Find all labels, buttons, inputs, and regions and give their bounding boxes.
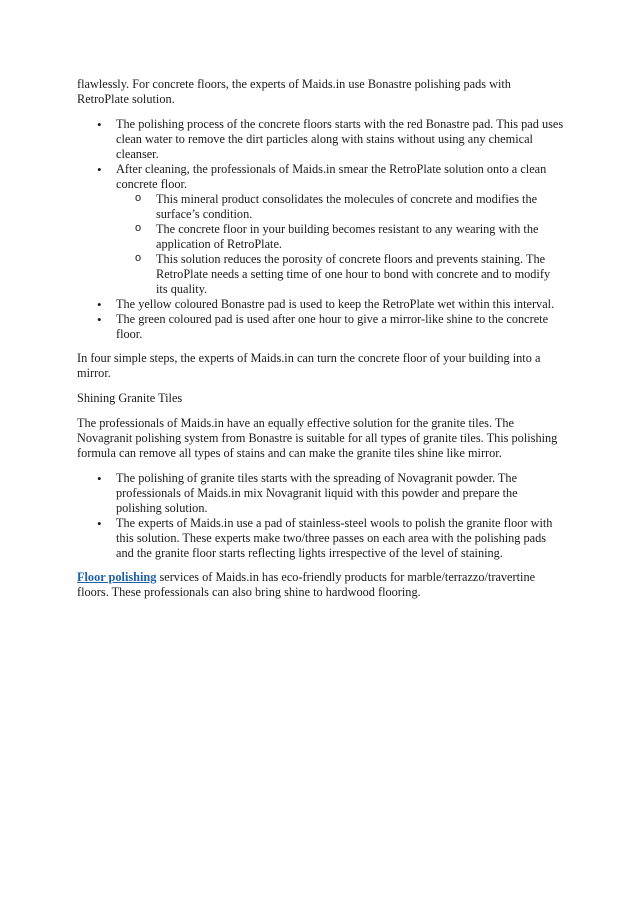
intro-paragraph: flawlessly. For concrete floors, the experts of Maids.in use Bonastre polishing pads with RetroPlate solution. bbox=[77, 77, 511, 106]
floor-polishing-link[interactable]: Floor polishing bbox=[77, 570, 157, 584]
granite-steps-list bbox=[77, 471, 564, 561]
sub-list-item: o This mineral product consolidates the molecules of concrete and modifies the surface’s condition. bbox=[116, 192, 564, 222]
list-item-text: After cleaning, the professionals of Maids.in smear the RetroPlate solution onto a clean concrete floor. bbox=[116, 162, 547, 191]
retroplate-details-list bbox=[116, 192, 564, 297]
sub-list-item: o This solution reduces the porosity of concrete floors and prevents staining. The RetroPlate needs a setting time of one hour to bond with concrete and to modify its quality. bbox=[116, 252, 564, 297]
closing-paragraph bbox=[77, 570, 564, 600]
list-item: • The polishing of granite tiles starts with the spreading of Novagranit powder. The professionals of Maids.in mix Novagranit liquid with this powder and prepare the polishing solution. bbox=[77, 471, 564, 516]
closing-text: services of Maids.in has eco-friendly products for marble/terrazzo/travertine floors. These professionals can also bring shine to hardwood flooring. bbox=[77, 570, 536, 599]
list-item: • The yellow coloured Bonastre pad is used to keep the RetroPlate wet within this interval. bbox=[77, 297, 564, 312]
list-item: • The experts of Maids.in use a pad of stainless-steel wools to polish the granite floor with this solution. These experts make two/three passes on each area with the polishing pads and the granite floor starts reflecting lights irrespective of the level of staining. bbox=[77, 516, 564, 561]
concrete-steps-list bbox=[77, 117, 564, 342]
page-content bbox=[77, 77, 564, 610]
list-item bbox=[77, 162, 564, 297]
list-item: • The polishing process of the concrete floors starts with the red Bonastre pad. This pad uses clean water to remove the dirt particles along with stains without using any chemical cleanser. bbox=[77, 117, 564, 162]
sub-list-item: o The concrete floor in your building becomes resistant to any wearing with the application of RetroPlate. bbox=[116, 222, 564, 252]
granite-paragraph: The professionals of Maids.in have an equally effective solution for the granite tiles. The Novagranit polishing system from Bonastre is suitable for all types of granite tiles. This polishing formula can remove all types of stains and can make the granite tiles shine like mirror. bbox=[77, 416, 558, 460]
section-heading-granite: Shining Granite Tiles bbox=[77, 391, 183, 405]
summary-paragraph: In four simple steps, the experts of Maids.in can turn the concrete floor of your building into a mirror. bbox=[77, 351, 541, 380]
list-item: • The green coloured pad is used after one hour to give a mirror-like shine to the concrete floor. bbox=[77, 312, 564, 342]
